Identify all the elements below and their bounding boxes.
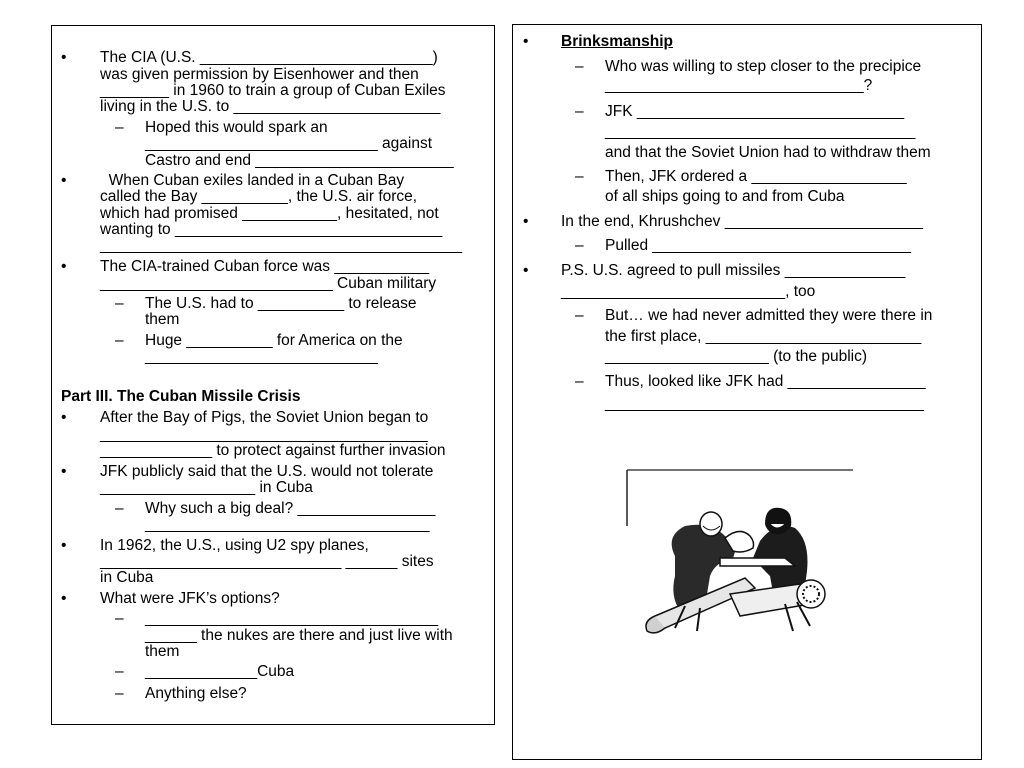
dash-marker: –	[575, 373, 584, 390]
note-line: __________________________________	[145, 610, 439, 627]
note-line: P.S. U.S. agreed to pull missiles ______________	[561, 262, 906, 279]
arm-wrestling-cartoon	[625, 466, 855, 642]
note-line: Hoped this would spark an	[145, 119, 328, 136]
note-line: Then, JFK ordered a __________________	[605, 168, 907, 185]
note-line: In the end, Khrushchev _______________________	[561, 213, 923, 230]
note-line: living in the U.S. to ________________________	[100, 98, 441, 115]
dash-marker: –	[115, 295, 124, 312]
note-line: ______ the nukes are there and just live with	[145, 627, 453, 644]
note-line: Castro and end _______________________	[145, 152, 454, 169]
note-line: ______________________________?	[605, 77, 873, 94]
dash-marker: –	[115, 500, 124, 517]
note-line: ____________________________________	[605, 123, 916, 140]
note-line: and that the Soviet Union had to withdraw them	[605, 144, 931, 161]
note-line: In 1962, the U.S., using U2 spy planes,	[100, 537, 369, 554]
note-line: Anything else?	[145, 685, 247, 702]
note-line: which had promised ___________, hesitated, not	[100, 205, 439, 222]
bullet-marker: •	[61, 258, 67, 275]
dash-marker: –	[575, 307, 584, 324]
note-line: ____________________________ ______ sites	[100, 553, 434, 570]
note-line: ___________________________ against	[145, 135, 433, 152]
note-line: _____________Cuba	[145, 663, 295, 680]
dash-marker: –	[115, 663, 124, 680]
note-line: What were JFK’s options?	[100, 590, 280, 607]
note-line: Pulled ______________________________	[605, 237, 912, 254]
note-line: _____________________________________	[605, 395, 924, 412]
bullet-marker: •	[61, 49, 67, 66]
note-line: them	[145, 311, 180, 328]
note-line: ___________________________	[145, 348, 378, 365]
note-line: was given permission by Eisenhower and then	[100, 66, 419, 83]
note-line: of all ships going to and from Cuba	[605, 188, 845, 205]
note-line: in Cuba	[100, 569, 154, 586]
note-line: But… we had never admitted they were there in	[605, 307, 933, 324]
note-line: JFK _______________________________	[605, 103, 905, 120]
note-line: When Cuban exiles landed in a Cuban Bay	[100, 172, 405, 189]
note-line: called the Bay __________, the U.S. air force,	[100, 188, 418, 205]
note-line: Who was willing to step closer to the precipice	[605, 58, 922, 75]
note-line: JFK publicly said that the U.S. would not tolerate	[100, 463, 434, 480]
note-line: Thus, looked like JFK had ________________	[605, 373, 926, 390]
brinksmanship-heading: Brinksmanship	[561, 33, 673, 50]
dash-marker: –	[575, 168, 584, 185]
dash-marker: –	[115, 685, 124, 702]
dash-marker: –	[115, 332, 124, 349]
note-line: ______________________________________	[100, 426, 428, 443]
dash-marker: –	[575, 237, 584, 254]
bullet-marker: •	[61, 590, 67, 607]
note-line: The CIA (U.S. ___________________________)	[100, 49, 438, 66]
bullet-marker: •	[61, 537, 67, 554]
bullet-marker: •	[61, 409, 67, 426]
dash-marker: –	[115, 610, 124, 627]
note-line: The U.S. had to __________ to release	[145, 295, 417, 312]
bullet-marker: •	[523, 262, 529, 279]
note-line: After the Bay of Pigs, the Soviet Union began to	[100, 409, 429, 426]
note-line: Why such a big deal? ________________	[145, 500, 436, 517]
bullet-marker: •	[61, 172, 67, 189]
note-line: them	[145, 643, 180, 660]
note-line: ___________________________ Cuban military	[100, 275, 437, 292]
dash-marker: –	[575, 103, 584, 120]
note-line: _____________ to protect against further invasion	[100, 442, 446, 459]
dash-marker: –	[115, 119, 124, 136]
note-line: __________________________, too	[561, 283, 816, 300]
note-line: ___________________ (to the public)	[605, 348, 868, 365]
note-line: ________ in 1960 to train a group of Cuban Exiles	[100, 82, 446, 99]
section-heading: Part III. The Cuban Missile Crisis	[61, 388, 301, 405]
bullet-marker: •	[523, 213, 529, 230]
note-line: Huge __________ for America on the	[145, 332, 403, 349]
note-line: The CIA-trained Cuban force was ___________	[100, 258, 430, 275]
note-line: wanting to _______________________________	[100, 221, 443, 238]
bullet-marker: •	[523, 33, 529, 50]
note-line: the first place, _________________________	[605, 328, 922, 345]
note-line: __________________________________________	[100, 237, 463, 254]
bullet-marker: •	[61, 463, 67, 480]
note-line: __________________ in Cuba	[100, 479, 313, 496]
dash-marker: –	[575, 58, 584, 75]
note-line: _________________________________	[145, 516, 430, 533]
